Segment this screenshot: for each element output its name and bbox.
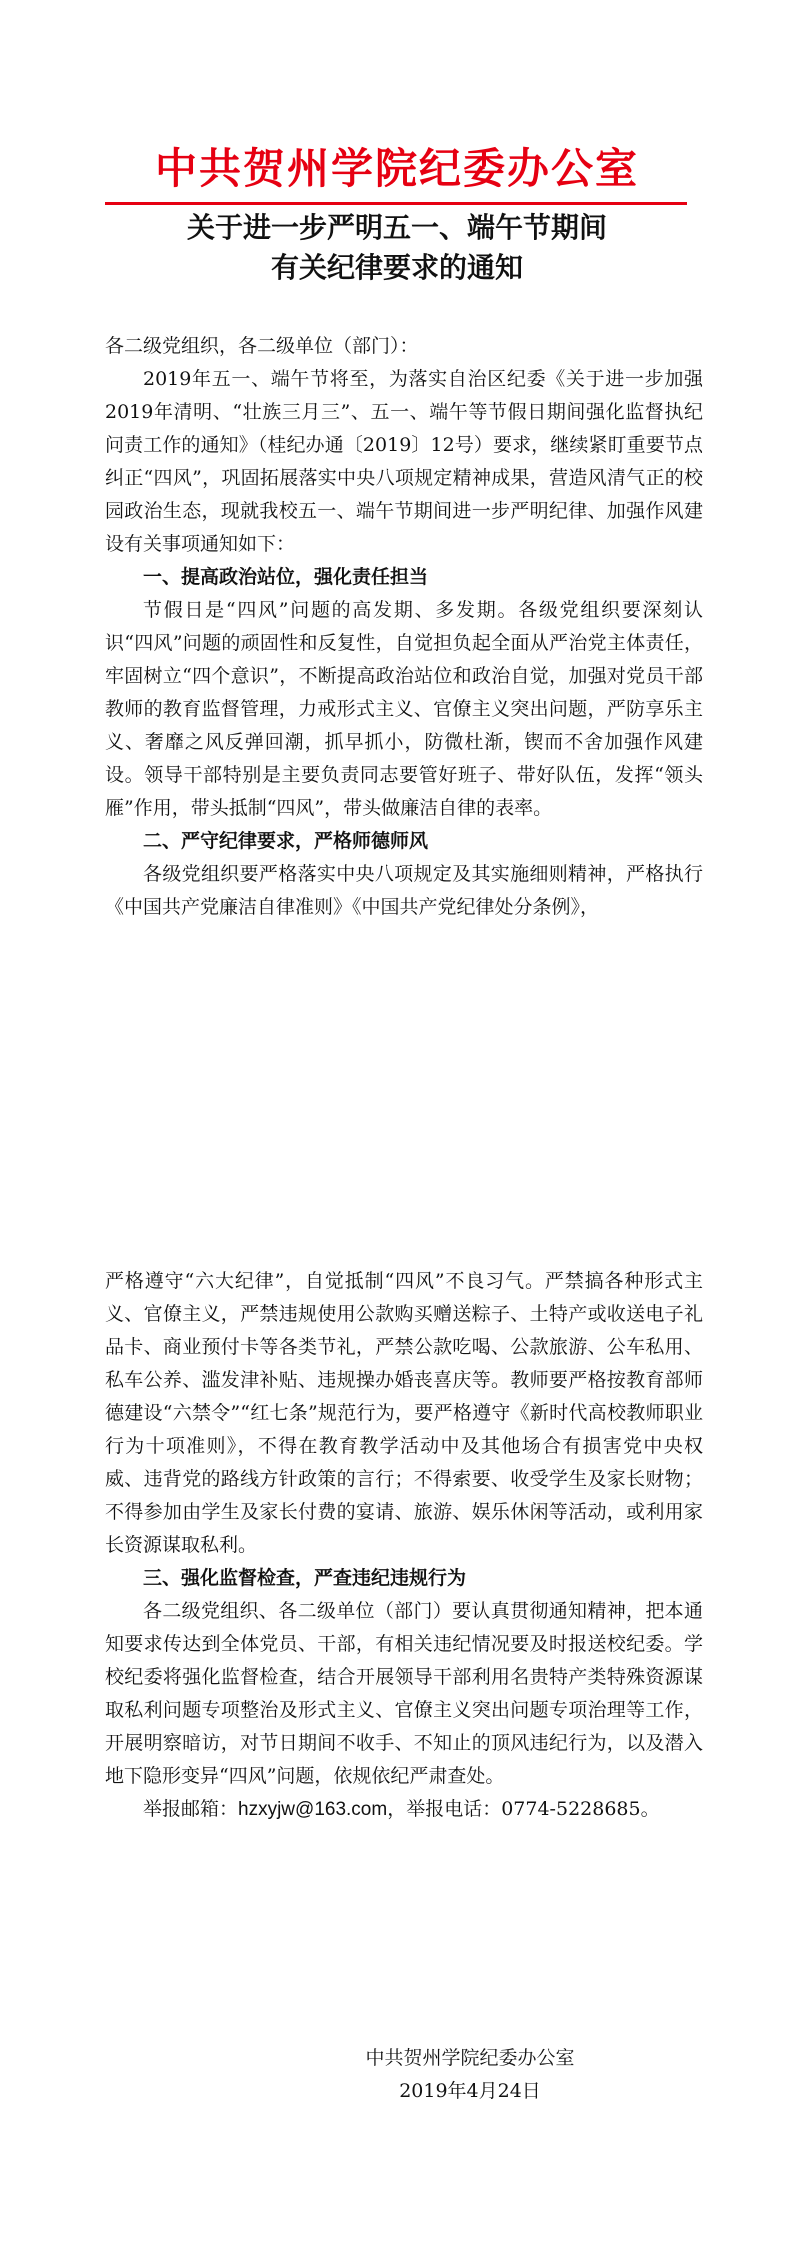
issuer-header-title: 中共贺州学院纪委办公室 [154,144,639,193]
section3-heading: 三、强化监督检查，严查违纪违规行为 [143,1567,467,1589]
contact-phone-label: ，举报电话： [387,1798,502,1820]
notice-body-part2 [105,1265,703,1826]
red-divider-line [105,202,687,205]
signature-issuer: 中共贺州学院纪委办公室 [365,2047,575,2069]
section2-paragraph-part1: 各级党组织要严格落实中央八项规定及其实施细则精神，严格执行《中国共产党廉洁自律准则》《中国共产党纪律处分条例》， [105,863,703,918]
section2-heading: 二、严守纪律要求，严格师德师风 [143,830,429,852]
notice-title-line1: 关于进一步严明五一、端午节期间 [186,211,607,244]
section1-heading: 一、提高政治站位，强化责任担当 [143,566,429,588]
section2-paragraph-part2: 严格遵守“六大纪律”，自觉抵制“四风”不良习气。严禁搞各种形式主义、官僚主义，严禁违规使用公款购买赠送粽子、土特产或收送电子礼品卡、商业预付卡等各类节礼，严禁公款吃喝、公款旅游、公车私用、私车公养、滥发津补贴、违规操办婚丧喜庆等。教师要严格按教育部师德建设“六禁令”“红七条”规范行为，要严格遵守《新时代高校教师职业行为十项准则》，不得在教育教学活动中及其他场合有损害党中央权威、违背党的路线方针政策的言行；不得索要、收受学生及家长财物；不得参加由学生及家长付费的宴请、旅游、娱乐休闲等活动，或利用家长资源谋取私利。 [105,1270,703,1556]
notice-title [0,208,794,288]
signature-block [340,2042,600,2108]
notice-body-part1 [105,330,703,924]
signature-date: 2019年4月24日 [399,2080,541,2102]
section3-paragraph: 各二级党组织、各二级单位（部门）要认真贯彻通知精神，把本通知要求传达到全体党员、干部，有相关违纪情况要及时报送校纪委。学校纪委将强化监督检查，结合开展领导干部利用名贵特产类特殊资源谋取私利问题专项整治及形式主义、官僚主义突出问题专项治理等工作，开展明察暗访，对节日期间不收手、不知止的顶风违纪行为，以及潜入地下隐形变异“四风”问题，依规依纪严肃查处。 [105,1600,703,1787]
contact-line [105,1793,703,1826]
contact-phone: 0774-5228685。 [501,1798,660,1820]
intro-paragraph: 2019年五一、端午节将至，为落实自治区纪委《关于进一步加强2019年清明、“壮族三月三”、五一、端午等节假日期间强化监督执纪问责工作的通知》（桂纪办通〔2019〕12号）要求，继续紧盯重要节点纠正“四风”，巩固拓展落实中央八项规定精神成果，营造风清气正的校园政治生态，现就我校五一、端午节期间进一步严明纪律、加强作风建设有关事项通知如下： [105,368,703,555]
salutation: 各二级党组织，各二级单位（部门）： [105,335,419,357]
notice-title-line2: 有关纪律要求的通知 [270,251,523,284]
section1-paragraph: 节假日是“四风”问题的高发期、多发期。各级党组织要深刻认识“四风”问题的顽固性和反复性，自觉担负起全面从严治党主体责任，牢固树立“四个意识”，不断提高政治站位和政治自觉，加强对党员干部教师的教育监督管理，力戒形式主义、官僚主义突出问题，严防享乐主义、奢靡之风反弹回潮，抓早抓小，防微杜渐，锲而不舍加强作风建设。领导干部特别是主要负责同志要管好班子、带好队伍，发挥“领头雁”作用，带头抵制“四风”，带头做廉洁自律的表率。 [105,599,703,819]
contact-email: hzxyjw@163.com [238,1799,388,1820]
contact-email-label: 举报邮箱： [143,1798,239,1820]
